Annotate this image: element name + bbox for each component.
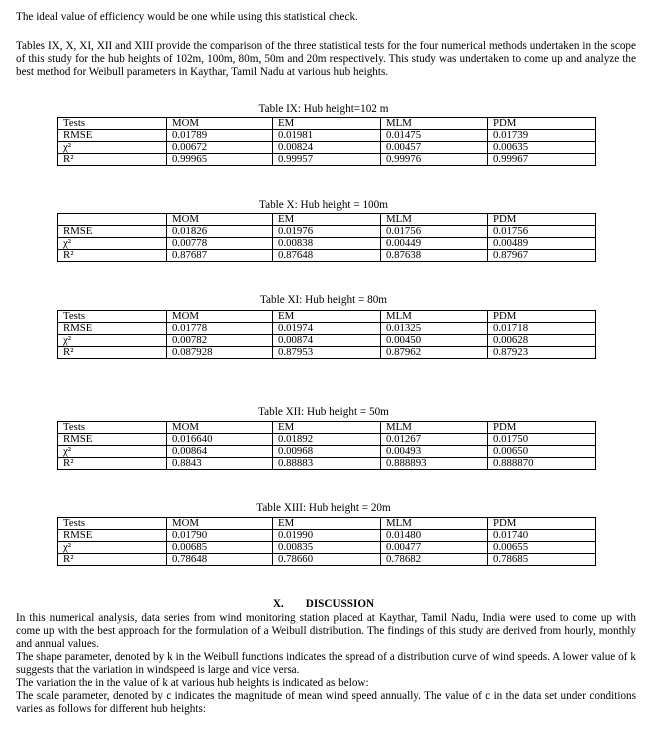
- table-cell: 0.01325: [381, 323, 488, 335]
- table-row: [58, 323, 596, 335]
- row-label: RMSE: [58, 130, 167, 142]
- table-cell: 0.01790: [167, 530, 273, 542]
- table-row: [58, 250, 596, 262]
- row-label: R²: [58, 554, 167, 566]
- table-row: [58, 542, 596, 554]
- header-cell: MLM: [381, 118, 488, 130]
- table-cell: 0.88883: [273, 458, 381, 470]
- table-cell: 0.01756: [381, 226, 488, 238]
- header-cell: EM: [273, 214, 381, 226]
- table-cell: 0.87648: [273, 250, 381, 262]
- table-header-row: [58, 311, 596, 323]
- header-cell: EM: [273, 118, 381, 130]
- table-cell: 0.01718: [488, 323, 596, 335]
- row-label: χ²: [58, 446, 167, 458]
- table-cell: 0.87923: [488, 347, 596, 359]
- table-cell: 0.78682: [381, 554, 488, 566]
- table-row: [58, 530, 596, 542]
- table-cell: 0.87967: [488, 250, 596, 262]
- table-xi-caption: Table XI: Hub height = 80m: [259, 294, 387, 306]
- table-cell: 0.87687: [167, 250, 273, 262]
- table-cell: 0.00628: [488, 335, 596, 347]
- header-cell: MLM: [381, 518, 488, 530]
- table-header-row: [58, 422, 596, 434]
- row-label: R²: [58, 154, 167, 166]
- table-x-caption: Table X: Hub height = 100m: [259, 199, 388, 211]
- table-xi: [57, 310, 596, 359]
- table-header-row: [58, 214, 596, 226]
- table-row: [58, 446, 596, 458]
- table-cell: 0.87953: [273, 347, 381, 359]
- row-label: χ²: [58, 542, 167, 554]
- table-row: [58, 347, 596, 359]
- table-cell: 0.01739: [488, 130, 596, 142]
- header-cell: EM: [273, 311, 381, 323]
- header-cell: MLM: [381, 214, 488, 226]
- table-row: [58, 130, 596, 142]
- header-cell: MOM: [167, 214, 273, 226]
- table-cell: 0.00635: [488, 142, 596, 154]
- table-cell: 0.888893: [381, 458, 488, 470]
- header-cell: PDM: [488, 214, 596, 226]
- row-label: RMSE: [58, 226, 167, 238]
- table-cell: 0.78660: [273, 554, 381, 566]
- table-x: [57, 213, 596, 262]
- table-cell: 0.78685: [488, 554, 596, 566]
- header-cell: Tests: [58, 518, 167, 530]
- table-row: [58, 142, 596, 154]
- row-label: RMSE: [58, 323, 167, 335]
- table-cell: 0.087928: [167, 347, 273, 359]
- header-cell: MOM: [167, 518, 273, 530]
- table-header-row: [58, 518, 596, 530]
- table-cell: 0.99957: [273, 154, 381, 166]
- table-cell: 0.00824: [273, 142, 381, 154]
- table-cell: 0.00489: [488, 238, 596, 250]
- discussion-paragraph-3: The variation the in the value of k at various hub heights is indicated as below:: [16, 677, 369, 689]
- header-cell: PDM: [488, 118, 596, 130]
- table-cell: 0.8843: [167, 458, 273, 470]
- table-ix: [57, 117, 596, 166]
- section-number: X.: [272, 598, 284, 610]
- table-cell: 0.01826: [167, 226, 273, 238]
- header-cell: MLM: [381, 422, 488, 434]
- table-row: [58, 335, 596, 347]
- table-cell: 0.01892: [273, 434, 381, 446]
- header-cell: MLM: [381, 311, 488, 323]
- discussion-paragraph-2: The shape parameter, denoted by k in the Weibull functions indicates the spread of a distribution curve of wind speeds. A lower value of k suggests that the variation in windspeed is large and vice versa.: [16, 651, 636, 676]
- table-cell: 0.888870: [488, 458, 596, 470]
- intro-line: The ideal value of efficiency would be one while using this statistical check.: [16, 11, 358, 23]
- table-row: [58, 434, 596, 446]
- table-cell: 0.01974: [273, 323, 381, 335]
- table-row: [58, 238, 596, 250]
- table-cell: 0.01778: [167, 323, 273, 335]
- table-cell: 0.99967: [488, 154, 596, 166]
- header-cell: EM: [273, 422, 381, 434]
- table-cell: 0.99976: [381, 154, 488, 166]
- section-heading: [0, 598, 647, 611]
- table-cell: 0.00493: [381, 446, 488, 458]
- row-label: χ²: [58, 335, 167, 347]
- table-cell: 0.00477: [381, 542, 488, 554]
- header-cell: MOM: [167, 422, 273, 434]
- header-cell: PDM: [488, 422, 596, 434]
- table-row: [58, 554, 596, 566]
- table-cell: 0.016640: [167, 434, 273, 446]
- table-xiii-caption: Table XIII: Hub height = 20m: [256, 502, 391, 514]
- table-cell: 0.01750: [488, 434, 596, 446]
- section-title: DISCUSSION: [305, 598, 375, 610]
- header-cell: [58, 214, 167, 226]
- row-label: R²: [58, 458, 167, 470]
- row-label: χ²: [58, 142, 167, 154]
- table-cell: 0.00672: [167, 142, 273, 154]
- header-cell: EM: [273, 518, 381, 530]
- tables-paragraph: Tables IX, X, XI, XII and XIII provide the comparison of the three statistical tests for the four numerical methods undertaken in the scope of this study for the hub heights of 102m, 100m, 80m, 50m and 20m respectively. This study was undertaken to come up and analyze the best method for Weibull parameters in Kaythar, Tamil Nadu at various hub heights.: [16, 40, 636, 78]
- table-cell: 0.01990: [273, 530, 381, 542]
- table-cell: 0.01267: [381, 434, 488, 446]
- table-header-row: [58, 118, 596, 130]
- discussion-paragraph-4: The scale parameter, denoted by c indicates the magnitude of mean wind speed annually. The value of c in the data set under conditions varies as follows for different hub heights:: [16, 690, 636, 715]
- table-cell: 0.00685: [167, 542, 273, 554]
- header-cell: Tests: [58, 118, 167, 130]
- table-cell: 0.78648: [167, 554, 273, 566]
- table-cell: 0.01756: [488, 226, 596, 238]
- table-cell: 0.00457: [381, 142, 488, 154]
- table-cell: 0.00874: [273, 335, 381, 347]
- table-cell: 0.00835: [273, 542, 381, 554]
- table-cell: 0.01981: [273, 130, 381, 142]
- table-xiii: [57, 517, 596, 566]
- table-cell: 0.00838: [273, 238, 381, 250]
- row-label: RMSE: [58, 434, 167, 446]
- table-cell: 0.87638: [381, 250, 488, 262]
- table-cell: 0.00782: [167, 335, 273, 347]
- table-cell: 0.00450: [381, 335, 488, 347]
- table-cell: 0.01740: [488, 530, 596, 542]
- header-cell: PDM: [488, 518, 596, 530]
- table-cell: 0.01976: [273, 226, 381, 238]
- table-cell: 0.01789: [167, 130, 273, 142]
- table-xii-caption: Table XII: Hub height = 50m: [258, 406, 389, 418]
- table-cell: 0.99965: [167, 154, 273, 166]
- row-label: RMSE: [58, 530, 167, 542]
- discussion-paragraph-1: In this numerical analysis, data series from wind monitoring station placed at Kaythar, Tamil Nadu, India were used to come up with come up with the best approach for the formulation of a Weibull distribution. The findings of this study are derived from hourly, monthly and annual values.: [16, 612, 636, 650]
- table-cell: 0.00650: [488, 446, 596, 458]
- table-cell: 0.00864: [167, 446, 273, 458]
- table-row: [58, 154, 596, 166]
- table-cell: 0.00449: [381, 238, 488, 250]
- header-cell: MOM: [167, 118, 273, 130]
- header-cell: MOM: [167, 311, 273, 323]
- table-row: [58, 458, 596, 470]
- row-label: R²: [58, 250, 167, 262]
- header-cell: Tests: [58, 311, 167, 323]
- table-xii: [57, 421, 596, 470]
- header-cell: PDM: [488, 311, 596, 323]
- table-cell: 0.87962: [381, 347, 488, 359]
- table-cell: 0.01475: [381, 130, 488, 142]
- table-row: [58, 226, 596, 238]
- table-ix-caption: Table IX: Hub height=102 m: [258, 103, 389, 115]
- header-cell: Tests: [58, 422, 167, 434]
- table-cell: 0.01480: [381, 530, 488, 542]
- table-cell: 0.00968: [273, 446, 381, 458]
- table-cell: 0.00655: [488, 542, 596, 554]
- table-cell: 0.00778: [167, 238, 273, 250]
- row-label: χ²: [58, 238, 167, 250]
- row-label: R²: [58, 347, 167, 359]
